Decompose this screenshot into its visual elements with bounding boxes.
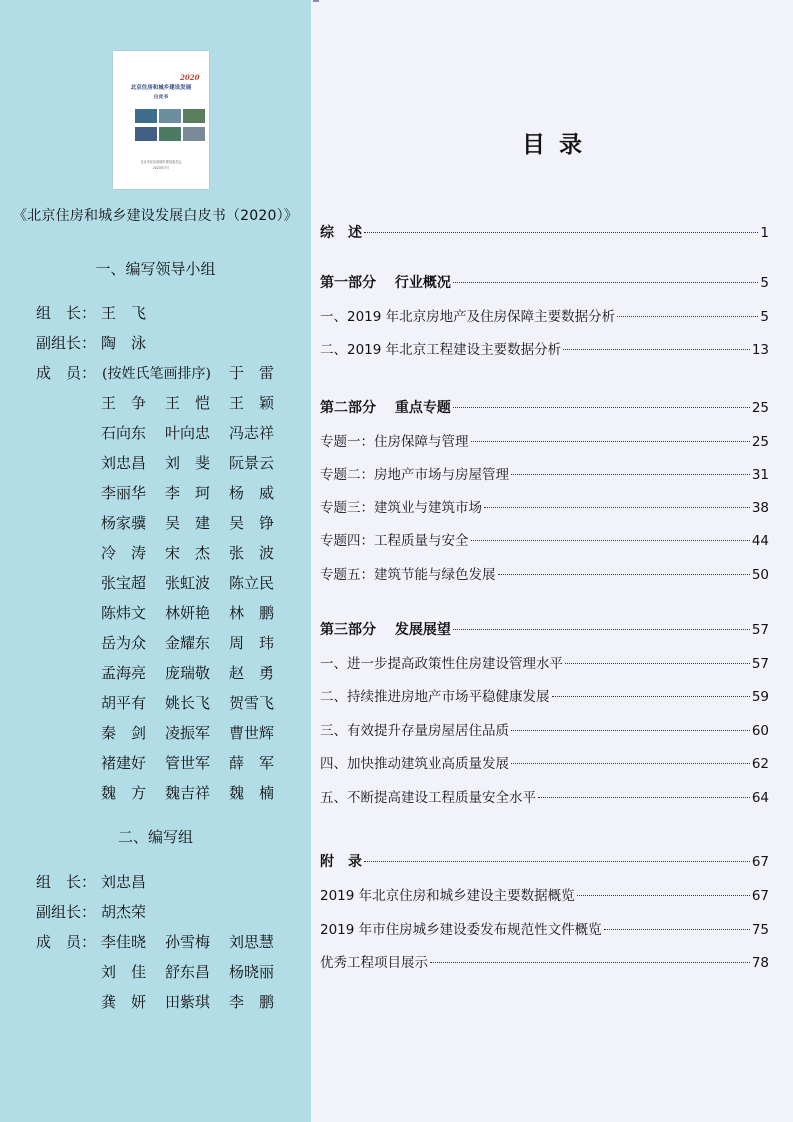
member-name: 杨 威	[229, 484, 275, 502]
toc-title: 目录	[522, 132, 596, 158]
toc-entry-label: 专题三：建筑业与建筑市场	[320, 500, 482, 516]
member-name: 张虹波	[165, 574, 211, 592]
toc-entry-label: 附 录	[320, 854, 362, 870]
member-name: 林妍艳	[165, 604, 211, 622]
members-row	[0, 752, 311, 776]
member-name: 吴 建	[165, 514, 211, 532]
toc-page-number: 38	[751, 500, 769, 516]
toc-entry[interactable]	[320, 430, 769, 450]
member-name: 王 争	[101, 394, 147, 412]
toc-entry-label: 第二部分 重点专题	[320, 400, 451, 416]
member-name: 石向东	[101, 424, 147, 442]
member-name: 田紫琪	[165, 993, 211, 1011]
member-name: 曹世辉	[229, 724, 275, 742]
g2-leader-label: 组 长：	[36, 873, 97, 891]
toc-entry-label: 专题二：房地产市场与房屋管理	[320, 467, 509, 483]
cover-photo	[135, 127, 157, 141]
member-name: 金耀东	[165, 634, 211, 652]
toc-page-number: 75	[751, 922, 769, 938]
cover-title: 北京住房和城乡建设发展	[130, 85, 192, 91]
members-header-row	[0, 362, 311, 386]
member-name: 林 鹏	[229, 604, 275, 622]
toc-page-number: 78	[751, 955, 769, 971]
toc-dot-leader	[511, 474, 750, 475]
member-name: 李 珂	[165, 484, 211, 502]
toc-dot-leader	[552, 696, 750, 697]
toc-entry[interactable]	[320, 685, 769, 705]
member-name: 姚长飞	[165, 694, 211, 712]
g2-members-row	[0, 961, 311, 985]
toc-part-entry[interactable]	[320, 397, 769, 417]
toc-dot-leader	[538, 797, 750, 798]
toc-entry[interactable]	[320, 951, 769, 971]
member-name: 岳为众	[101, 634, 147, 652]
toc-part-entry[interactable]	[320, 222, 769, 242]
member-name: 魏 方	[101, 784, 147, 802]
member-name: 陈立民	[229, 574, 275, 592]
toc-entry[interactable]	[320, 918, 769, 938]
member-name: 王 恺	[165, 394, 211, 412]
toc-entry-label: 一、2019 年北京房地产及住房保障主要数据分析	[320, 309, 616, 325]
toc-page-number: 57	[751, 622, 769, 638]
member-name: 宋 杰	[165, 544, 211, 562]
toc-dot-leader	[364, 861, 750, 862]
toc-entry-label: 五、不断提高建设工程质量安全水平	[320, 790, 536, 806]
toc-dot-leader	[563, 349, 750, 350]
toc-part-entry[interactable]	[320, 619, 769, 639]
toc-dot-leader	[577, 895, 750, 896]
toc-entry-label: 二、持续推进房地产市场平稳健康发展	[320, 689, 550, 705]
toc-dot-leader	[498, 574, 750, 575]
toc-entry[interactable]	[320, 752, 769, 772]
member-name: 杨晓丽	[229, 963, 275, 981]
members-row	[0, 692, 311, 716]
members-row	[0, 452, 311, 476]
cover-photo	[159, 127, 181, 141]
g2-leader-row	[0, 871, 311, 895]
member-name: 舒东昌	[165, 963, 211, 981]
toc-entry[interactable]	[320, 496, 769, 516]
toc-page-number: 5	[760, 309, 769, 325]
member-name: 胡平有	[101, 694, 147, 712]
toc-page-number: 67	[751, 888, 769, 904]
book-cover-thumbnail	[113, 51, 209, 189]
members-row	[0, 512, 311, 536]
toc-entry-label: 专题一：住房保障与管理	[320, 434, 469, 450]
members-row	[0, 602, 311, 626]
toc-page-number: 5	[760, 275, 769, 291]
cover-photo	[135, 109, 157, 123]
page-edge-mark	[313, 0, 319, 2]
toc-page-number: 1	[760, 225, 769, 241]
members-row	[0, 632, 311, 656]
toc-entry-label: 第一部分 行业概况	[320, 275, 451, 291]
cover-photo	[183, 127, 205, 141]
section-writing-title: 二、编写组	[117, 828, 193, 846]
toc-page-number: 44	[751, 533, 769, 549]
members-row	[0, 392, 311, 416]
toc-dot-leader	[511, 763, 750, 764]
toc-dot-leader	[453, 282, 759, 283]
toc-entry-label: 第三部分 发展展望	[320, 622, 451, 638]
member-name: 陈炜文	[101, 604, 147, 622]
member-name: 秦 剑	[101, 724, 147, 742]
member-name: 孟海亮	[101, 664, 147, 682]
toc-entry[interactable]	[320, 338, 769, 358]
toc-page-number: 25	[751, 400, 769, 416]
toc-dot-leader	[565, 663, 750, 664]
g2-deputy-row	[0, 901, 311, 925]
member-name: 于 雷	[229, 364, 275, 382]
g2-members-row	[0, 931, 311, 955]
toc-entry-label: 四、加快推动建筑业高质量发展	[320, 756, 509, 772]
member-name: 冯志祥	[229, 424, 275, 442]
toc-page-number: 64	[751, 790, 769, 806]
toc-dot-leader	[471, 540, 750, 541]
toc-entry-label: 2019 年市住房城乡建设委发布规范性文件概览	[320, 922, 602, 938]
member-name: 凌振军	[165, 724, 211, 742]
cover-photo	[159, 109, 181, 123]
member-name: 张宝超	[101, 574, 147, 592]
deputy-row	[0, 332, 311, 356]
toc-dot-leader	[364, 232, 758, 233]
toc-page-number: 25	[751, 434, 769, 450]
member-name: 李佳晓	[101, 933, 147, 951]
member-name: 魏 楠	[229, 784, 275, 802]
cover-photo	[183, 109, 205, 123]
toc-page-number: 31	[751, 467, 769, 483]
toc-page-number: 50	[751, 567, 769, 583]
g2-members-label: 成 员：	[36, 933, 97, 951]
member-name: 管世军	[165, 754, 211, 772]
toc-page-number: 60	[751, 723, 769, 739]
toc-dot-leader	[604, 929, 750, 930]
g2-leader-name: 刘忠昌	[101, 873, 147, 891]
member-name: 贺雪飞	[229, 694, 275, 712]
member-name: 吴 铮	[229, 514, 275, 532]
section-leadership-title: 一、编写领导小组	[95, 260, 216, 278]
member-name: 杨家骥	[101, 514, 147, 532]
toc-entry[interactable]	[320, 529, 769, 549]
member-name: 龚 妍	[101, 993, 147, 1011]
member-name: 李 鹏	[229, 993, 275, 1011]
cover-publisher: 北京市住房和城乡建设委员会	[140, 160, 182, 164]
toc-dot-leader	[430, 962, 750, 963]
toc-entry-label: 一、进一步提高政策性住房建设管理水平	[320, 656, 563, 672]
toc-entry[interactable]	[320, 463, 769, 483]
members-row	[0, 662, 311, 686]
member-name: 刘 佳	[101, 963, 147, 981]
book-caption: 《北京住房和城乡建设发展白皮书（2020）》	[12, 208, 299, 224]
toc-page-number: 57	[751, 656, 769, 672]
toc-page-number: 13	[751, 342, 769, 358]
member-name: 赵 勇	[229, 664, 275, 682]
members-row	[0, 722, 311, 746]
member-name: 叶向忠	[165, 424, 211, 442]
g2-deputy-name: 胡杰荣	[101, 903, 147, 921]
toc-entry-label: 专题四：工程质量与安全	[320, 533, 469, 549]
toc-dot-leader	[453, 629, 750, 630]
member-name: 薛 军	[229, 754, 275, 772]
members-label: 成 员：	[36, 364, 97, 382]
deputy-label: 副组长：	[36, 334, 97, 352]
member-name: 周 玮	[229, 634, 275, 652]
toc-part-entry[interactable]	[320, 272, 769, 292]
cover-subtitle: 白皮书	[153, 95, 169, 100]
toc-dot-leader	[471, 441, 750, 442]
toc-dot-leader	[484, 507, 750, 508]
toc-entry[interactable]	[320, 884, 769, 904]
members-row	[0, 782, 311, 806]
toc-entry[interactable]	[320, 305, 769, 325]
toc-entry[interactable]	[320, 652, 769, 672]
member-name: 张 波	[229, 544, 275, 562]
leader-label: 组 长：	[36, 304, 97, 322]
member-name: 刘思慧	[229, 933, 275, 951]
toc-entry-label: 二、2019 年北京工程建设主要数据分析	[320, 342, 562, 358]
member-name: 冷 涛	[101, 544, 147, 562]
member-name: 李丽华	[101, 484, 147, 502]
g2-deputy-label: 副组长：	[36, 903, 97, 921]
toc-entry-label: 优秀工程项目展示	[320, 955, 428, 971]
toc-dot-leader	[453, 407, 750, 408]
members-sort-note: (按姓氏笔画排序)	[102, 366, 211, 382]
toc-dot-leader	[617, 316, 758, 317]
toc-entry-label: 三、有效提升存量房屋居住品质	[320, 723, 509, 739]
toc-entry[interactable]	[320, 563, 769, 583]
deputy-name: 陶 泳	[101, 334, 147, 352]
toc-page-number: 62	[751, 756, 769, 772]
leader-row	[0, 302, 311, 326]
member-name: 王 颖	[229, 394, 275, 412]
member-name: 褚建好	[101, 754, 147, 772]
toc-entry-label: 综 述	[320, 225, 362, 241]
member-name: 刘 斐	[165, 454, 211, 472]
cover-year: 2020	[180, 73, 200, 82]
toc-dot-leader	[511, 730, 750, 731]
g2-members-row	[0, 991, 311, 1015]
member-name: 孙雪梅	[165, 933, 211, 951]
toc-entry[interactable]	[320, 786, 769, 806]
member-name: 庞瑞敬	[165, 664, 211, 682]
leader-name: 王 飞	[101, 304, 147, 322]
toc-page-number: 67	[751, 854, 769, 870]
members-row	[0, 482, 311, 506]
members-row	[0, 572, 311, 596]
toc-entry[interactable]	[320, 719, 769, 739]
toc-entry-label: 2019 年北京住房和城乡建设主要数据概览	[320, 888, 575, 904]
toc-page-number: 59	[751, 689, 769, 705]
member-name: 魏吉祥	[165, 784, 211, 802]
cover-date: 2020年7月	[152, 166, 170, 170]
member-name: 阮景云	[229, 454, 275, 472]
toc-part-entry[interactable]	[320, 851, 769, 871]
members-row	[0, 542, 311, 566]
members-row	[0, 422, 311, 446]
toc-entry-label: 专题五：建筑节能与绿色发展	[320, 567, 496, 583]
member-name: 刘忠昌	[101, 454, 147, 472]
